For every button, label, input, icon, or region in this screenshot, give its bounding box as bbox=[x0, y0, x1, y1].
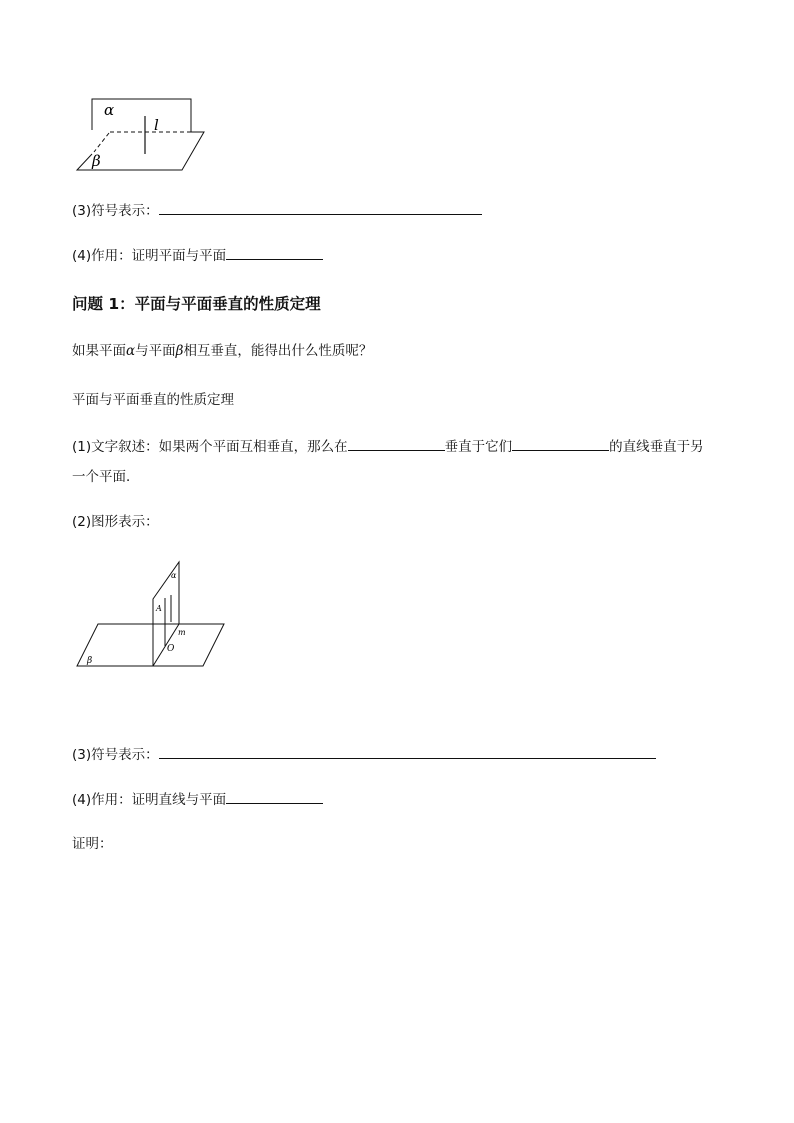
description-blank-2[interactable] bbox=[512, 436, 609, 451]
figure-2-m-label: m bbox=[178, 628, 186, 637]
application-label-2: (4)作用：证明直线与平面 bbox=[72, 792, 227, 808]
symbol-representation-1 bbox=[72, 200, 482, 221]
proof-label: 证明： bbox=[72, 836, 113, 852]
application-blank-1[interactable] bbox=[226, 245, 323, 260]
application-2 bbox=[72, 789, 323, 810]
theorem-title: 平面与平面垂直的性质定理 bbox=[72, 392, 234, 408]
text-description: (1)文字叙述：如果两个平面互相垂直，那么在 垂直于它们 的直线垂直于另 bbox=[72, 436, 704, 457]
symbol-blank-1[interactable] bbox=[159, 200, 482, 215]
application-label-1: (4)作用：证明平面与平面 bbox=[72, 248, 227, 264]
section-heading: 问题 1：平面与平面垂直的性质定理 bbox=[72, 295, 321, 313]
alpha-symbol: α bbox=[126, 343, 136, 359]
symbol-blank-2[interactable] bbox=[159, 744, 656, 759]
application-blank-2[interactable] bbox=[226, 789, 323, 804]
application-1 bbox=[72, 245, 323, 266]
text-description-line-2: 一个平面． bbox=[72, 469, 140, 485]
beta-symbol: β bbox=[175, 343, 184, 359]
figure-plane-perpendicular-2 bbox=[72, 560, 232, 672]
figure-1-l-label: l bbox=[154, 116, 159, 134]
description-blank-1[interactable] bbox=[348, 436, 445, 451]
figure-2-beta-label: β bbox=[87, 656, 93, 666]
figure-2-alpha-label: α bbox=[171, 571, 177, 580]
figure-1-beta-label: β bbox=[92, 152, 101, 170]
figure-1-svg bbox=[70, 92, 210, 172]
figure-1-alpha-label: α bbox=[104, 101, 115, 119]
symbol-representation-2 bbox=[72, 744, 656, 765]
figure-2-A-label: A bbox=[156, 604, 162, 613]
figure-plane-perpendicular-1 bbox=[70, 92, 210, 172]
symbol-label-2: (3)符号表示： bbox=[72, 747, 159, 763]
question-text: 如果平面α与平面β相互垂直，能得出什么性质呢？ bbox=[72, 343, 373, 359]
graph-label: (2)图形表示： bbox=[72, 514, 159, 530]
symbol-label-1: (3)符号表示： bbox=[72, 203, 159, 219]
figure-2-O-label: O bbox=[167, 644, 175, 654]
figure-2-svg bbox=[72, 560, 232, 672]
